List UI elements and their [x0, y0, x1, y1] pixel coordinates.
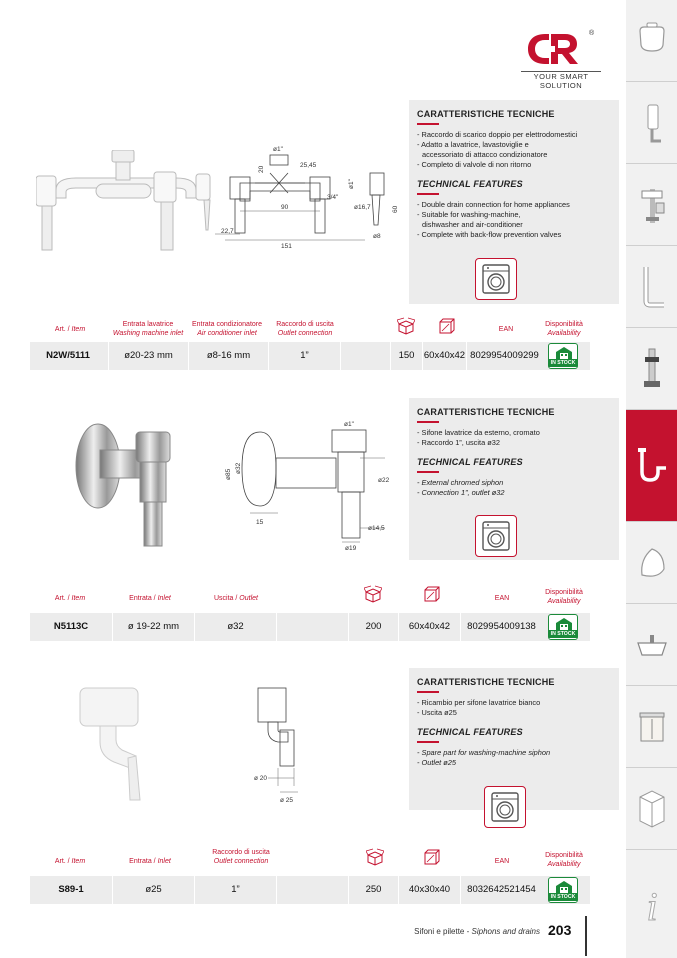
info-icon	[634, 880, 670, 928]
dimension-label: 25,45	[300, 162, 317, 169]
dimension-label: 90	[281, 204, 289, 211]
features-list-it: - Raccordo di scarico doppio per elettrodomestici - Adatto a lavatrice, lavastoviglie e accessoriato di attacco condizionatore - Completo di valvole di non ritorno	[417, 130, 578, 169]
technical-drawing-chromed-siphon	[220, 418, 400, 553]
col-header-item: Art. / Item	[54, 326, 86, 333]
sidebar-item-drain-valves[interactable]	[626, 328, 677, 410]
col-header-ean: EAN	[494, 595, 510, 602]
sidebar-item-flush-pipes[interactable]	[626, 82, 677, 164]
technical-drawing-double-drain	[215, 143, 405, 255]
in-stock-badge: IN STOCK	[548, 877, 578, 903]
sink-icon	[634, 621, 670, 669]
box-size-icon	[437, 317, 455, 335]
ean-code: 8032642521454	[460, 876, 542, 904]
features-list-en: - Double drain connection for home appliances - Suitable for washing-machine, dishwasher and air-conditioner - Complete with back-flow prevention valves	[417, 200, 570, 239]
sidebar-item-siphons[interactable]	[626, 410, 677, 522]
features-list-en: - External chromed siphon - Connection 1”, outlet ø32	[417, 478, 505, 497]
sidebar-item-sinks[interactable]	[626, 604, 677, 686]
shower-box-icon	[634, 785, 670, 833]
brand-logo	[515, 28, 607, 94]
table-row: N2W/5111 ø20-23 mm ø8-16 mm 1” 150 60x40x42 8029954009299 IN STOCK	[30, 342, 590, 370]
dimension-label: ø19	[345, 545, 357, 552]
features-title-en: TECHNICAL FEATURES	[417, 457, 523, 467]
flush-pipe-icon	[634, 99, 670, 147]
item-code: N5113C	[53, 621, 89, 632]
col-header-availability: Disponibilità Availability	[545, 321, 583, 337]
col-header-inlet: Entrata / Inlet	[129, 858, 171, 865]
dimension-label: ø8	[373, 233, 381, 240]
box-quantity-icon	[364, 585, 382, 603]
washing-machine-icon	[481, 263, 511, 295]
sidebar-item-toilet-seats[interactable]	[626, 522, 677, 604]
dimension-label: 60	[392, 205, 399, 213]
dimension-label: ø22	[378, 477, 390, 484]
drain-valve-icon	[634, 345, 670, 393]
dimension-label: ø1"	[273, 146, 283, 153]
box-quantity-icon	[397, 317, 415, 335]
sidebar-item-cabinets[interactable]	[626, 686, 677, 768]
col-header-availability: Disponibilità Availability	[545, 852, 583, 868]
dimension-label: 3/4"	[327, 194, 339, 201]
warehouse-icon	[555, 617, 573, 630]
toilet-seat-icon	[634, 539, 670, 587]
warehouse-icon	[555, 880, 573, 893]
features-title-it: CARATTERISTICHE TECNICHE	[417, 677, 555, 687]
item-code: S89-1	[58, 884, 84, 895]
features-list-en: - Spare part for washing-machine siphon - Outlet ø25	[417, 748, 551, 767]
sidebar-item-fill-valves[interactable]	[626, 164, 677, 246]
features-title-it: CARATTERISTICHE TECNICHE	[417, 407, 555, 417]
washing-machine-badge	[475, 515, 517, 557]
col-header-air-inlet: Entrata condizionatore Air conditioner inlet	[191, 321, 263, 337]
features-title-en: TECHNICAL FEATURES	[417, 179, 523, 189]
footer-divider	[585, 916, 587, 956]
ean-code: 8029954009138	[460, 613, 542, 641]
col-header-availability: Disponibilità Availability	[545, 589, 583, 605]
warehouse-icon	[555, 346, 573, 359]
product-photo-double-drain	[36, 150, 221, 260]
bent-pipe-icon	[634, 263, 670, 311]
col-header-item: Art. / Item	[54, 595, 86, 602]
dimension-label: ø14,5	[368, 525, 385, 532]
product-photo-spare-elbow	[70, 684, 180, 804]
col-header-item: Art. / Item	[54, 858, 86, 865]
footer-section-title: Sifoni e pilette - Siphons and drains	[414, 927, 540, 936]
cistern-icon	[634, 17, 670, 65]
page-number: 203	[548, 922, 572, 938]
ean-code: 8029954009299	[466, 342, 542, 370]
dimension-label: ø 25	[280, 797, 294, 804]
features-title-it: CARATTERISTICHE TECNICHE	[417, 109, 555, 119]
washing-machine-icon	[481, 520, 511, 552]
dimension-label: ø1"	[348, 179, 355, 189]
dimension-label: 22,7	[221, 228, 234, 235]
dimension-label: ø1"	[344, 421, 354, 428]
col-header-outlet: Raccordo di uscita Outlet connection	[276, 321, 334, 337]
in-stock-badge: IN STOCK	[548, 343, 578, 369]
dimension-label: 151	[281, 243, 292, 250]
in-stock-badge: IN STOCK	[548, 614, 578, 640]
col-header-ean: EAN	[494, 858, 510, 865]
table-row: N5113C ø 19-22 mm ø32 200 60x40x42 8029954009138 IN STOCK	[30, 613, 590, 641]
svg-text:i: i	[645, 884, 658, 928]
registered-mark: ®	[589, 30, 595, 37]
table-row: S89-1 ø25 1” 250 40x30x40 8032642521454 IN STOCK	[30, 876, 590, 904]
sidebar-item-shower-boxes[interactable]	[626, 768, 677, 850]
fill-valve-icon	[634, 181, 670, 229]
dimension-label: 20	[258, 165, 265, 173]
features-title-en: TECHNICAL FEATURES	[417, 727, 523, 737]
item-code: N2W/5111	[46, 350, 90, 361]
dimension-label: ø85	[225, 468, 232, 480]
cabinet-icon	[634, 703, 670, 751]
sidebar-item-bent-pipes[interactable]	[626, 246, 677, 328]
washing-machine-badge	[475, 258, 517, 300]
dimension-label: 15	[256, 519, 264, 526]
product-photo-chromed-siphon	[60, 410, 200, 550]
col-header-washing-inlet: Entrata lavatrice Washing machine inlet	[112, 321, 184, 337]
siphon-icon	[634, 442, 670, 490]
col-header-outlet: Raccordo di uscita Outlet connection	[212, 849, 270, 865]
sidebar-item-info[interactable]	[626, 850, 677, 958]
col-header-inlet: Entrata / Inlet	[129, 595, 171, 602]
sidebar-item-cisterns[interactable]	[626, 0, 677, 82]
category-sidebar	[626, 0, 677, 958]
cr-logo-mark	[523, 28, 583, 70]
features-list-it: - Sifone lavatrice da esterno, cromato - Raccordo 1”, uscita ø32	[417, 428, 540, 447]
box-quantity-icon	[366, 848, 384, 866]
washing-machine-badge	[484, 786, 526, 828]
washing-machine-icon	[490, 791, 520, 823]
brand-tagline: YOUR SMART SOLUTION	[533, 72, 589, 90]
dimension-label: ø32	[235, 462, 242, 474]
col-header-outlet: Uscita / Outlet	[214, 595, 258, 602]
dimension-label: ø 20	[254, 775, 268, 782]
technical-drawing-spare-elbow	[248, 686, 338, 810]
box-size-icon	[422, 585, 440, 603]
col-header-ean: EAN	[498, 326, 514, 333]
box-size-icon	[422, 848, 440, 866]
dimension-label: ø16,7	[354, 204, 371, 211]
features-list-it: - Ricambio per sifone lavatrice bianco - Uscita ø25	[417, 698, 541, 717]
